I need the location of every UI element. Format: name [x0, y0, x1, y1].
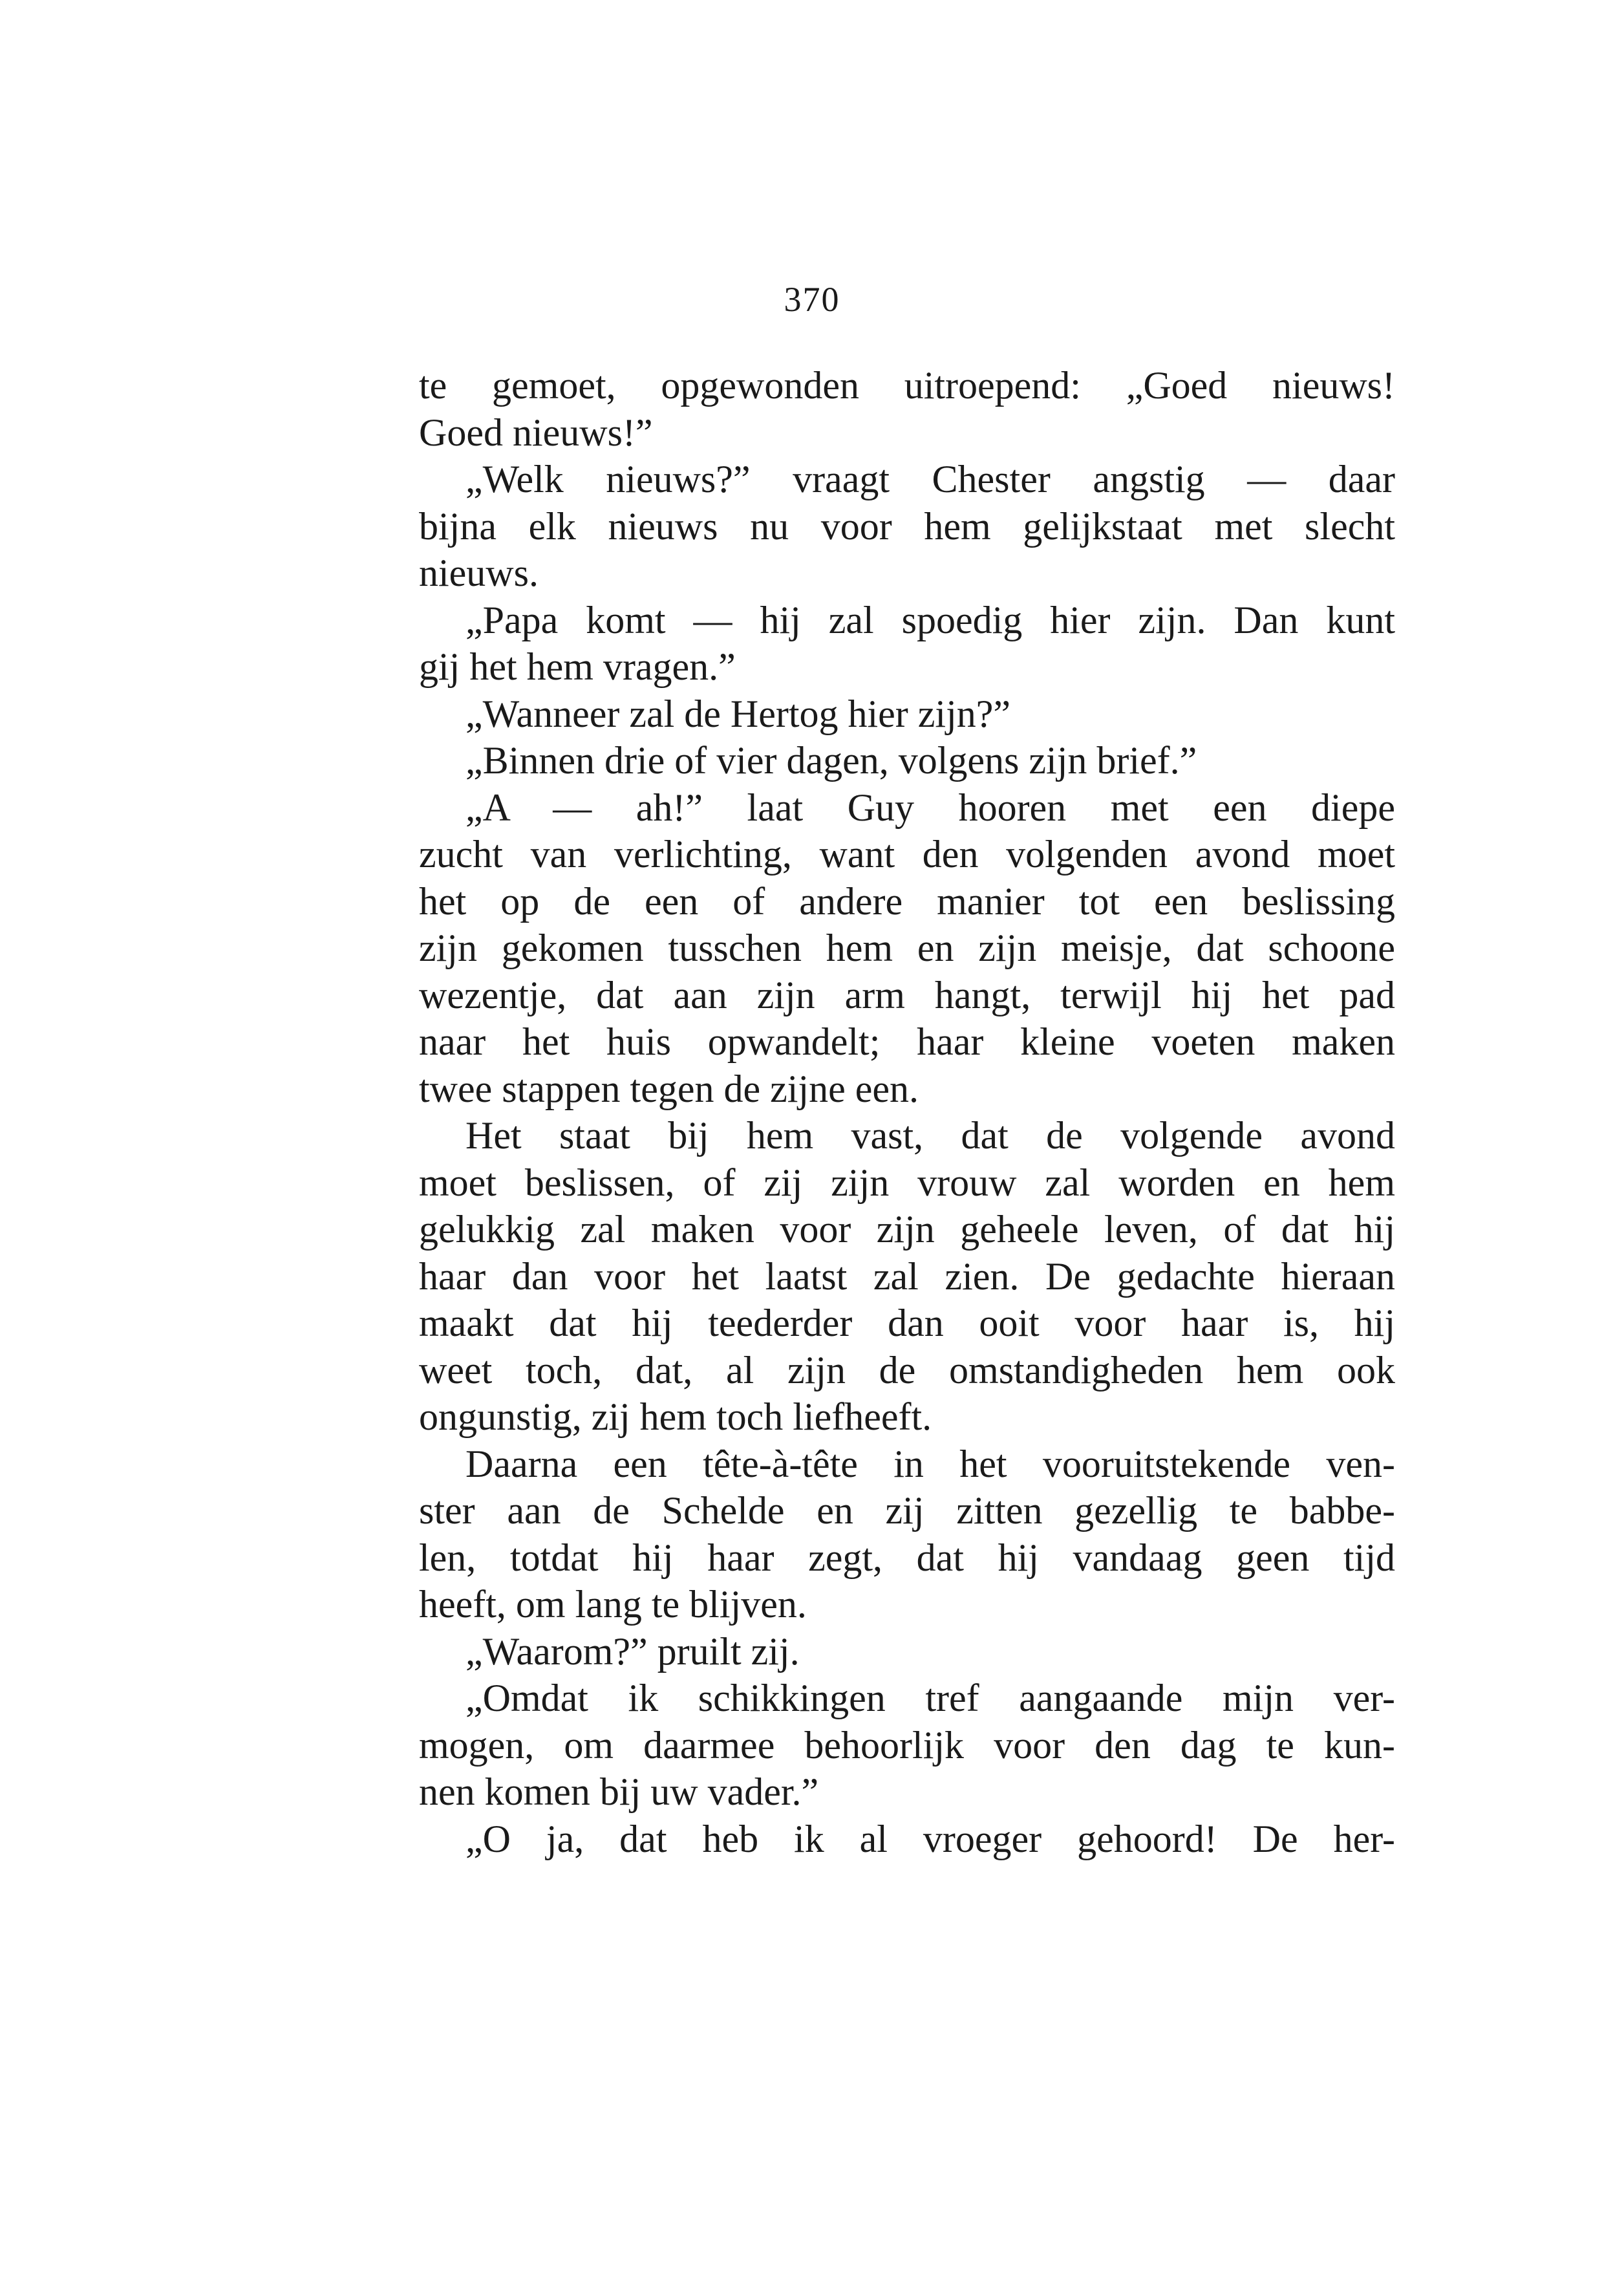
page-number: 370: [784, 280, 840, 319]
text-line: Daarna een tête-à-tête in het vooruitstekende ven-: [465, 1442, 1395, 1485]
text-line: moet beslissen, of zij zijn vrouw zal worden en hem: [419, 1161, 1395, 1204]
text-line: zijn gekomen tusschen hem en zijn meisje, dat schoone: [419, 927, 1395, 969]
text-line: mogen, om daarmee behoorlijk voor den dag te kun-: [419, 1723, 1395, 1767]
text-line: len, totdat hij haar zegt, dat hij vandaag geen tijd: [419, 1536, 1395, 1579]
text-line: gelukkig zal maken voor zijn geheele leven, of dat hij: [419, 1208, 1395, 1251]
text-line: ster aan de Schelde en zij zitten gezellig te babbe-: [419, 1489, 1395, 1532]
text-line: „Papa komt — hij zal spoedig hier zijn. Dan kunt: [465, 598, 1395, 641]
text-line: nieuws.: [419, 552, 539, 594]
text-line: maakt dat hij teederder dan ooit voor haar is, hij: [419, 1302, 1395, 1344]
text-line: „A — ah!” laat Guy hooren met een diepe: [465, 786, 1395, 829]
text-line: te gemoet, opgewonden uitroepend: „Goed nieuws!: [419, 364, 1395, 407]
text-line: „Wanneer zal de Hertog hier zijn?”: [465, 692, 1011, 735]
text-line: nen komen bij uw vader.”: [419, 1770, 819, 1813]
text-line: ongunstig, zij hem toch liefheeft.: [419, 1395, 932, 1438]
text-line: gij het hem vragen.”: [419, 645, 736, 688]
text-line: „O ja, dat heb ik al vroeger gehoord! De her-: [465, 1817, 1395, 1860]
text-line: weet toch, dat, al zijn de omstandigheden hem ook: [419, 1348, 1395, 1392]
text-line: wezentje, dat aan zijn arm hangt, terwijl hij het pad: [419, 973, 1395, 1016]
text-line: bijna elk nieuws nu voor hem gelijkstaat met slecht: [419, 504, 1395, 548]
text-line: „Welk nieuws?” vraagt Chester angstig — daar: [465, 458, 1395, 500]
body-text: [419, 362, 1395, 1862]
text-line: haar dan voor het laatst zal zien. De gedachte hieraan: [419, 1254, 1395, 1298]
text-line: „Waarom?” pruilt zij.: [465, 1629, 800, 1673]
text-line: „Binnen drie of vier dagen, volgens zijn brief.”: [465, 739, 1197, 782]
text-line: heeft, om lang te blijven.: [419, 1583, 807, 1626]
text-line: het op de een of andere manier tot een beslissing: [419, 879, 1395, 923]
text-line: Het staat bij hem vast, dat de volgende avond: [465, 1114, 1395, 1157]
text-line: Goed nieuws!”: [419, 411, 653, 454]
text-line: twee stappen tegen de zijne een.: [419, 1067, 919, 1110]
text-line: naar het huis opwandelt; haar kleine voeten maken: [419, 1020, 1395, 1063]
text-line: „Omdat ik schikkingen tref aangaande mijn ver-: [465, 1677, 1395, 1719]
text-line: zucht van verlichting, want den volgenden avond moet: [419, 833, 1395, 876]
